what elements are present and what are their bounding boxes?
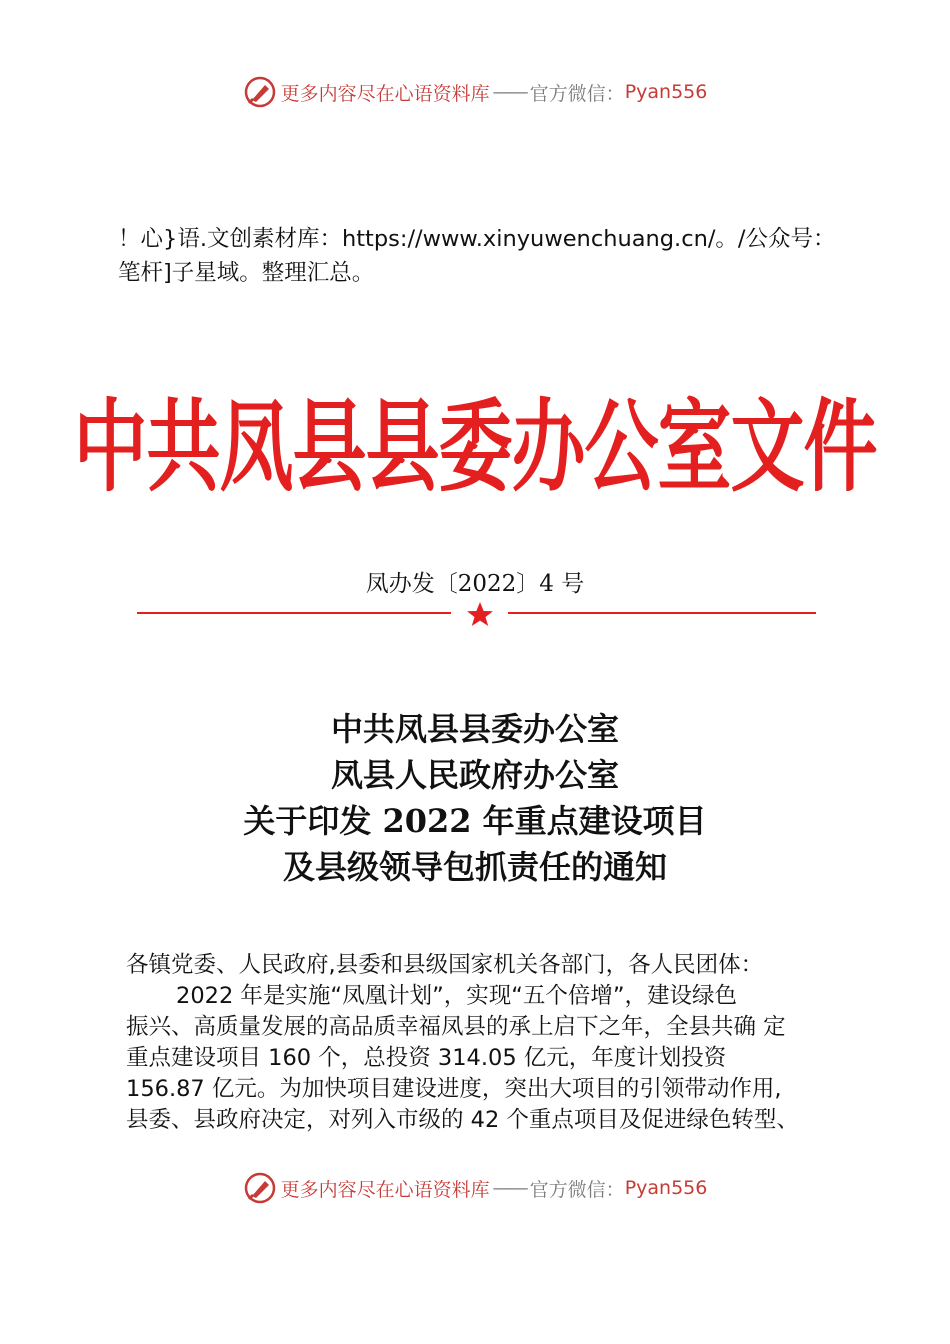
- pen-nib-seal-icon: [243, 1171, 277, 1205]
- star-icon: [465, 600, 495, 628]
- red-divider-right: [508, 612, 816, 614]
- salutation: 各镇党委、人民政府,县委和县级国家机关各部门，各人民团体：: [126, 952, 764, 978]
- body-line: 重点建设项目 160 个，总投资 314.05 亿元，年度计划投资: [126, 1045, 727, 1071]
- watermark-wechat-id: Pyan556: [624, 1177, 708, 1199]
- body-line: 156.87 亿元。为加快项目建设进度，突出大项目的引领带动作用,: [126, 1076, 782, 1102]
- watermark-separator: ——: [492, 81, 527, 103]
- notice-title-line: 中共凤县县委办公室: [330, 710, 619, 748]
- watermark-top: [0, 72, 950, 112]
- body-line: 振兴、高质量发展的高品质幸福凤县的承上启下之年，全县共确 定: [126, 1014, 786, 1040]
- watermark-text: 更多内容尽在心语资料库: [280, 82, 490, 105]
- body-line: 2022 年是实施“凤凰计划”，实现“五个倍增”，建设绿色: [176, 983, 738, 1009]
- notice-title-line: 及县级领导包抓责任的通知: [282, 848, 667, 886]
- watermark-wechat-id: Pyan556: [624, 81, 708, 103]
- source-note: ！心}语.文创素材库：https://www.xinyuwenchuang.cn/。/公众号：笔杆]子星域。整理汇总。: [118, 226, 836, 286]
- notice-title-line: 凤县人民政府办公室: [330, 756, 619, 794]
- watermark-text: 更多内容尽在心语资料库: [280, 1178, 490, 1201]
- watermark-bottom: [0, 1168, 950, 1208]
- pen-nib-seal-icon: [243, 75, 277, 109]
- notice-title: [0, 706, 950, 890]
- red-divider-left: [137, 612, 451, 614]
- document-number: 凤办发〔2022〕4 号: [365, 571, 585, 597]
- watermark-wechat-label: 官方微信：: [529, 1178, 625, 1201]
- watermark-wechat-label: 官方微信：: [529, 82, 625, 105]
- body-line: 县委、县政府决定，对列入市级的 42 个重点项目及促进绿色转型、: [126, 1107, 799, 1133]
- watermark-separator: ——: [492, 1177, 527, 1199]
- notice-title-line: 关于印发 2022 年重点建设项目: [243, 802, 707, 840]
- red-document-header: 中共凤县县委办公室文件: [73, 389, 877, 506]
- notice-body: [126, 950, 834, 1136]
